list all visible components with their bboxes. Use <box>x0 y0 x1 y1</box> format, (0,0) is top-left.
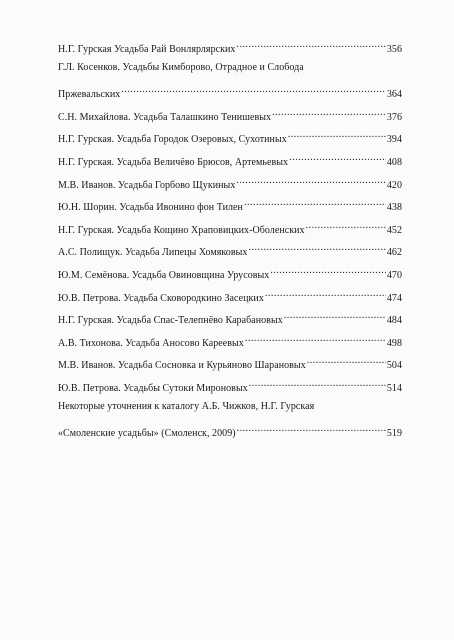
toc-entry-title: Н.Г. Гурская. Усадьба Городок Озеровых, Сухотиных <box>58 134 287 146</box>
toc-entry <box>58 128 402 151</box>
toc-entry-title: Г.Л. Косенков. Усадьбы Кимборово, Отрадное и Слобода <box>58 61 304 73</box>
toc-entry <box>58 309 402 332</box>
toc-page-number: 356 <box>386 44 402 55</box>
toc-leader-dots <box>244 196 386 210</box>
toc-entry <box>58 174 402 197</box>
toc-leader-dots <box>288 128 386 142</box>
toc-entry-title: Н.Г. Гурская Усадьба Рай Вонлярлярских <box>58 44 236 55</box>
toc-page-number: 519 <box>386 428 402 440</box>
toc-page-number: 376 <box>386 111 402 123</box>
toc-leader-dots <box>245 332 386 346</box>
toc-entry-title: Н.Г. Гурская. Усадьба Спас-Телепнёво Карабановых <box>58 315 283 327</box>
toc-entry-title: С.Н. Михайлова. Усадьба Талашкино Тенишевых <box>58 111 272 123</box>
toc-page-number: 504 <box>386 360 402 372</box>
toc-leader-dots <box>307 354 386 368</box>
toc-entry-title: Ю.Н. Шорин. Усадьба Ивонино фон Тилен <box>58 202 243 214</box>
toc-leader-dots <box>289 151 386 165</box>
toc-entry-title: Некоторые уточнения к каталогу А.Б. Чижков, Н.Г. Гурская <box>58 400 315 412</box>
toc-entry <box>58 219 402 242</box>
toc-entry-title: А.В. Тихонова. Усадьба Аносово Кареевых <box>58 337 244 349</box>
toc-entry-title: Ю.М. Семёнова. Усадьба Овиновщина Урусовых <box>58 269 270 281</box>
toc-leader-dots <box>265 287 386 301</box>
toc-leader-dots <box>306 219 386 233</box>
toc-page-number: 364 <box>386 89 402 101</box>
toc-page-number: 420 <box>386 179 402 191</box>
toc-entry-title: Н.Г. Гурская. Усадьба Кощино Храповицких-Оболенских <box>58 224 305 236</box>
toc-entry <box>58 38 402 61</box>
toc-entry <box>58 61 402 84</box>
toc-page-number: 452 <box>386 224 402 236</box>
toc-entry <box>58 354 402 377</box>
toc-leader-dots <box>121 83 385 97</box>
toc-leader-dots <box>237 422 386 436</box>
toc-entry <box>58 241 402 264</box>
toc-entry <box>58 83 402 106</box>
toc-entry-title: «Смоленские усадьбы» (Смоленск, 2009) <box>58 428 236 440</box>
toc-leader-dots <box>284 309 386 323</box>
toc-entry <box>58 332 402 355</box>
toc-entry-title: Н.Г. Гурская. Усадьба Величёво Брюсов, Артемьевых <box>58 156 289 168</box>
toc-entry-title: Пржевальских <box>58 89 121 101</box>
toc-entry-title: А.С. Полищук. Усадьба Липецы Хомяковых <box>58 247 248 259</box>
toc-entry <box>58 377 402 400</box>
toc-leader-dots <box>249 377 386 391</box>
toc-entry-title: Ю.В. Петрова. Усадьба Сковородкино Засецких <box>58 292 264 304</box>
toc-entry <box>58 422 402 445</box>
toc-leader-dots <box>272 106 386 120</box>
toc-entry-title: Ю.В. Петрова. Усадьбы Сутоки Мироновых <box>58 382 248 394</box>
toc-page-number: 438 <box>386 202 402 214</box>
toc-page-number: 484 <box>386 315 402 327</box>
toc-entry-title: М.В. Иванов. Усадьба Горбово Щукиных <box>58 179 236 191</box>
toc-page-number: 474 <box>386 292 402 304</box>
toc-entry <box>58 196 402 219</box>
toc-page-number: 462 <box>386 247 402 259</box>
toc-leader-dots <box>270 264 385 278</box>
toc-leader-dots <box>236 38 385 52</box>
toc-page-number: 498 <box>386 337 402 349</box>
toc-entry <box>58 287 402 310</box>
toc-leader-dots <box>236 174 385 188</box>
toc-entry-title: М.В. Иванов. Усадьба Сосновка и Курьяново Шарановых <box>58 360 306 372</box>
toc-leader-dots <box>248 241 385 255</box>
toc-page-number: 394 <box>386 134 402 146</box>
toc-page-number: 514 <box>386 382 402 394</box>
toc-entry <box>58 151 402 174</box>
toc-entry <box>58 264 402 287</box>
toc-page-number: 408 <box>386 156 402 168</box>
toc-entry <box>58 106 402 129</box>
toc-entry <box>58 400 402 423</box>
table-of-contents <box>58 38 402 445</box>
toc-page-number: 470 <box>386 269 402 281</box>
